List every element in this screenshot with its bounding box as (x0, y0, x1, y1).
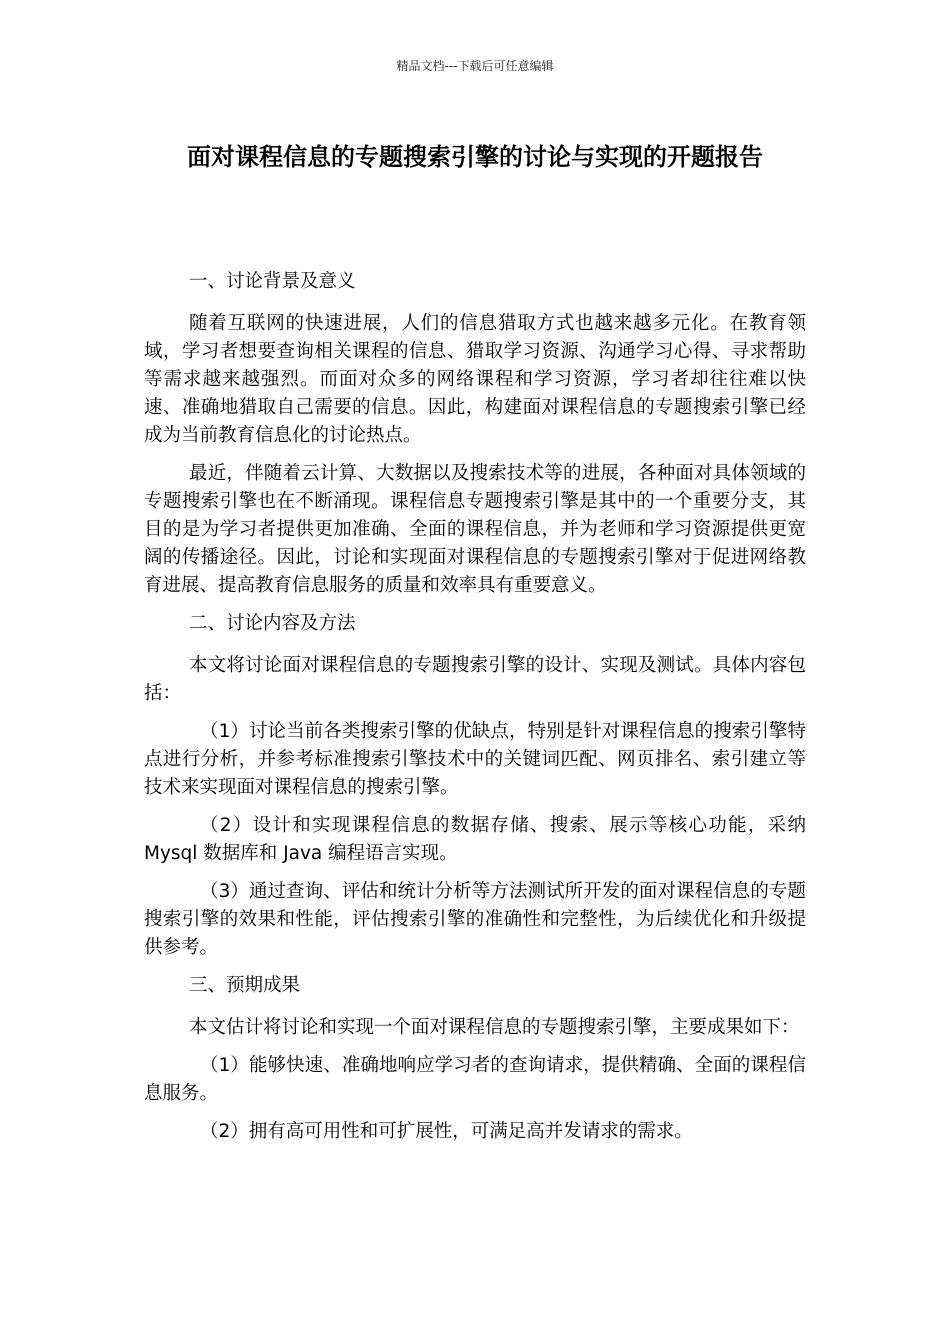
section-heading: 一、讨论背景及意义 (189, 271, 356, 292)
body-paragraph: 最近，伴随着云计算、大数据以及搜索技术等的进展，各种面对具体领域的专题搜索引擎也在不断涌现。课程信息专题搜索引擎是其中的一个重要分支，其目的是为学习者提供更加准确、全面的课程信息，并为老师和学习资源提供更宽阔的传播途径。因此，讨论和实现面对课程信息的专题搜索引擎对于促进网络教育进展、提高教育信息服务的质量和效率具有重要意义。 (144, 463, 806, 596)
body-paragraph: 本文将讨论面对课程信息的专题搜索引擎的设计、实现及测试。具体内容包括： (144, 655, 806, 704)
section-heading: 二、讨论内容及方法 (189, 613, 356, 634)
header-note: 精品文档---下载后可任意编辑 (396, 59, 554, 73)
list-item: （3）通过查询、评估和统计分析等方法测试所开发的面对课程信息的专题搜索引擎的效果和性能，评估搜索引擎的准确性和完整性，为后续优化和升级提供参考。 (144, 881, 806, 958)
body-paragraph: 随着互联网的快速进展，人们的信息猎取方式也越来越多元化。在教育领域，学习者想要查询相关课程的信息、猎取学习资源、沟通学习心得、寻求帮助等需求越来越强烈。而面对众多的网络课程和学习资源，学习者却往往难以快速、准确地猎取自己需要的信息。因此，构建面对课程信息的专题搜索引擎已经成为当前教育信息化的讨论热点。 (144, 313, 806, 446)
body-paragraph: 本文估计将讨论和实现一个面对课程信息的专题搜索引擎，主要成果如下： (189, 1017, 800, 1038)
list-item: （1）讨论当前各类搜索引擎的优缺点，特别是针对课程信息的搜索引擎特点进行分析，并参考标准搜索引擎技术中的关键词匹配、网页排名、索引建立等技术来实现面对课程信息的搜索引擎。 (144, 721, 806, 798)
list-item: （2）拥有高可用性和可扩展性，可满足高并发请求的需求。 (200, 1121, 693, 1142)
list-item: （2）设计和实现课程信息的数据存储、搜索、展示等核心功能，采纳 Mysql 数据库和 Java 编程语言实现。 (144, 815, 806, 864)
document-body (144, 268, 806, 1156)
document-title: 面对课程信息的专题搜索引擎的讨论与实现的开题报告 (187, 143, 763, 171)
section-heading: 三、预期成果 (189, 975, 301, 996)
list-item: （1）能够快速、准确地响应学习者的查询请求，提供精确、全面的课程信息服务。 (144, 1055, 806, 1104)
